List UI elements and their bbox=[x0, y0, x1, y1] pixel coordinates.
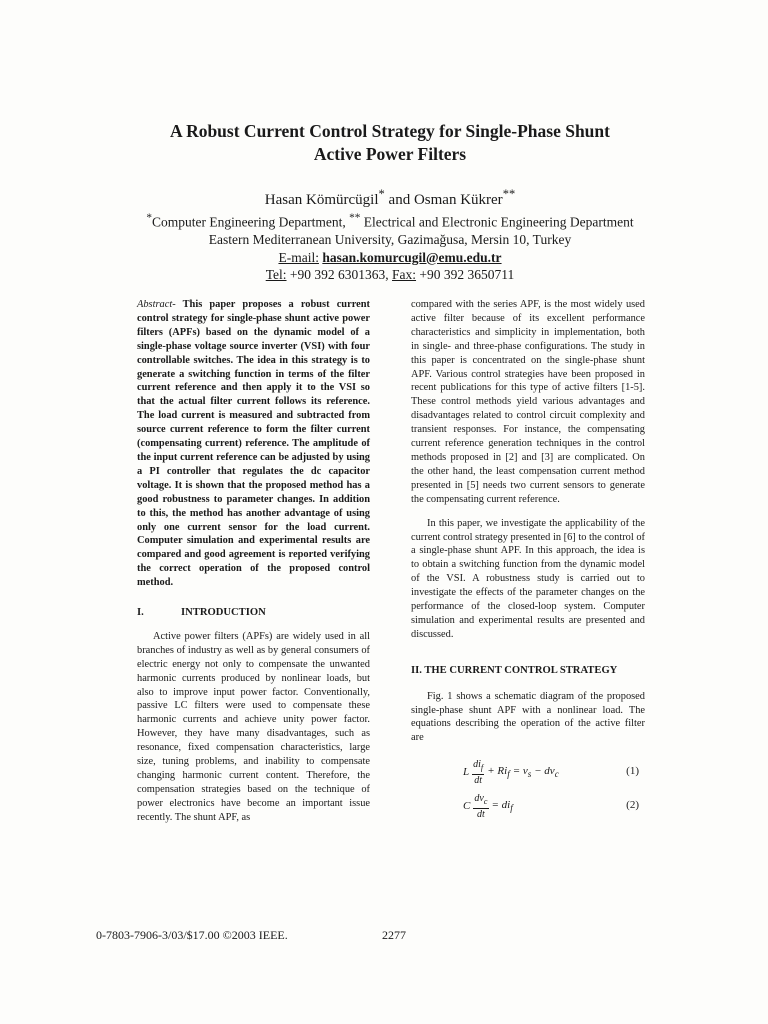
affiliation-line-1 bbox=[90, 210, 690, 231]
tel-label: Tel: bbox=[265, 267, 287, 282]
equation-2-expression bbox=[463, 793, 513, 821]
tel-number: +90 392 6301363, bbox=[286, 267, 393, 282]
right-column bbox=[411, 298, 645, 825]
author-2: Osman Kükrer bbox=[413, 192, 503, 208]
title-line-1: A Robust Current Control Strategy for Single-Phase Shunt bbox=[170, 121, 610, 141]
abstract-text: This paper proposes a robust current control strategy for single-phase shunt active power filters (APFs) based on the dynamic model of a single-phase voltage source inverter (VSI) with four controllable switches. The idea in this strategy is to generate a switching function in terms of the filter current reference and then apply it to the VSI so that the actual filter current follows its reference. The load current is measured and subtracted from source current reference to form the filter current (compensating current) reference. The amplitude of the input current reference can be adjusted by using a PI controller that regulates the dc capacitor voltage. It is shown that the proposed method has a good robustness to parameter changes. In addition to this, the method has another advantage of using only one current sensor for the load current. Computer simulation and experimental results are compared and good agreement is reported verifying the correct operation of the proposed control method. bbox=[137, 299, 370, 589]
affiliation-1: Computer Engineering Department, bbox=[151, 214, 350, 230]
abstract-label: Abstract- bbox=[137, 299, 176, 310]
equation-1 bbox=[411, 757, 645, 791]
eq2-fraction bbox=[473, 793, 488, 821]
left-column bbox=[137, 298, 370, 825]
eq1-fraction-denominator: dt bbox=[474, 775, 483, 787]
section-heading-control-strategy: II. THE CURRENT CONTROL STRATEGY bbox=[411, 664, 618, 676]
section-heading-introduction bbox=[137, 606, 370, 620]
affiliation-2: Electrical and Electronic Engineering Department bbox=[360, 214, 634, 230]
email-link[interactable]: hasan.komurcugil@emu.edu.tr bbox=[322, 249, 502, 265]
title-line-2: Active Power Filters bbox=[313, 144, 467, 164]
eq2-fraction-numerator: $dv_c$ bbox=[473, 793, 488, 809]
introduction-paragraph: Active power filters (APFs) are widely used in all branches of industry as well as by general consumers of electric energy not only to compensate the unwanted harmonic currents produced by nonlinear loads, but also to improve input power factor. Conventionally, passive LC filters were used to compensate these harmonic currents and achieve unity power factor. However, they have many disadvantages, such as resonance, fixed compensation characteristics, large size, tuning problems, and inability to compensate changing harmonic current content. Therefore, the compensation strategies based on the technique of power electronics have become an important issue recently. The shunt APF, as bbox=[137, 630, 370, 823]
author-line bbox=[90, 184, 690, 210]
equation-1-number: (1) bbox=[626, 765, 639, 778]
equation-1-expression bbox=[463, 759, 559, 787]
eq1-fraction-numerator: $di_f$ bbox=[472, 759, 484, 775]
fax-label: Fax: bbox=[392, 267, 417, 282]
affiliation-2-mark: ** bbox=[349, 212, 361, 224]
copyright-notice: 0-7803-7906-3/03/$17.00 ©2003 IEEE. bbox=[96, 928, 288, 942]
right-paragraph-2: In this paper, we investigate the applicability of the current control strategy presented in [6] to the control of a single-phase shunt APF. In this approach, the idea is to obtain a switching function from the dynamic model of the VSI. A robustness study is carried out to investigate the effects of the parameter changes on the performance of the closed-loop system. Computer simulation and experimental results are presented and discussed. bbox=[411, 517, 645, 640]
equation-2 bbox=[411, 791, 645, 825]
eq1-fraction bbox=[472, 759, 484, 787]
section-title: INTRODUCTION bbox=[181, 607, 266, 619]
phone-line bbox=[90, 266, 690, 284]
eq1-rhs: = $v_s - dv_c$ bbox=[512, 764, 559, 779]
affiliation-1-mark: * bbox=[146, 212, 152, 224]
eq1-term: + $Ri_f$ bbox=[487, 764, 510, 779]
author-2-mark: ** bbox=[502, 187, 516, 201]
right-paragraph-1: compared with the series APF, is the most widely used active filter because of its excellent performance characteristics and simplicity in implementation, both in single- and three-phase configurations. The study in this paper is concentrated on the single-phase shunt APF. Various control strategies have been proposed in recent publications for this type of active filters [1-5]. These control methods yield various advantages and disadvantages related to control circuit complexity and transient responses. For instance, the compensating current reference generation techniques in the control methods proposed in [2] and [3] are complicated. On the other hand, the least compensation current method presented in [5] needs two current sensors to generate the compensating current reference. bbox=[411, 299, 645, 505]
paper-title bbox=[90, 120, 690, 166]
email-label: E-mail: bbox=[278, 249, 319, 265]
affiliation-line-2: Eastern Mediterranean University, Gazimağusa, Mersin 10, Turkey bbox=[208, 232, 572, 247]
fax-number: +90 392 3650711 bbox=[416, 267, 515, 282]
eq2-rhs: = $di_f$ bbox=[491, 798, 513, 813]
eq2-coef: C bbox=[463, 800, 471, 813]
and-word: and bbox=[384, 192, 414, 208]
author-1-mark: * bbox=[378, 187, 385, 201]
section-number: I. bbox=[137, 607, 144, 619]
page-number: 2277 bbox=[382, 928, 406, 942]
eq2-fraction-denominator: dt bbox=[477, 809, 485, 821]
eq1-coef: L bbox=[463, 766, 470, 779]
abstract bbox=[137, 298, 370, 590]
right-paragraph-3: Fig. 1 shows a schematic diagram of the proposed single-phase shunt APF with a nonlinear load. The equations describing the operation of the active filter are bbox=[411, 690, 645, 744]
title-block bbox=[90, 120, 690, 284]
equation-2-number: (2) bbox=[626, 799, 639, 812]
email-line bbox=[90, 249, 690, 267]
author-1: Hasan Kömürcügil bbox=[264, 192, 379, 208]
